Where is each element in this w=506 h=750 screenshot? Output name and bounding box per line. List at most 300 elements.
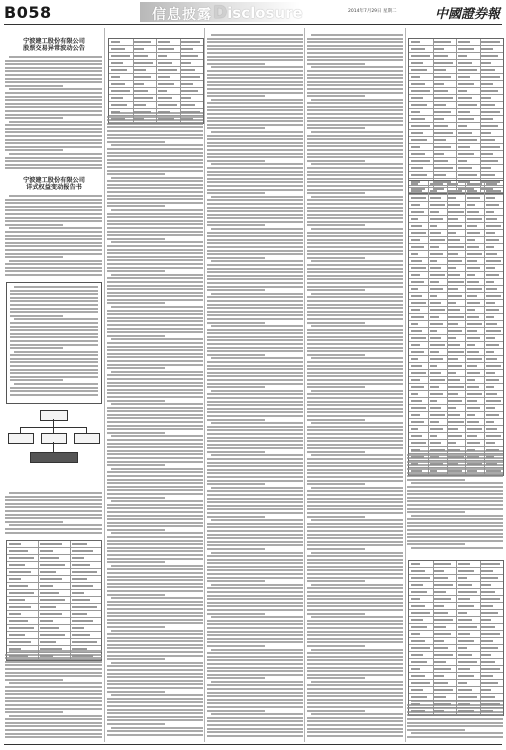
text-line [9,227,102,229]
text-line [111,597,203,599]
text-line [107,349,203,351]
text-line [5,722,102,724]
text-line [307,314,403,316]
text-line [5,263,102,265]
text-line [107,162,203,164]
table-cell-border [433,130,434,136]
table-cell-border [433,116,434,122]
table-row [7,639,101,646]
table-cell [458,55,467,57]
text-line [407,518,503,520]
text-line [107,479,203,481]
table-cell [448,351,463,353]
text-line [107,673,203,675]
table-row [409,158,503,165]
table-cell-border [433,659,434,665]
text-line [307,677,365,679]
text-line [14,318,98,320]
table-cell [181,90,197,92]
text-line [207,562,303,564]
table-cell [40,585,53,587]
table-cell-border [465,419,466,425]
table-cell [467,183,482,185]
table-cell [458,647,467,649]
text-line [211,584,303,586]
table-cell [467,351,478,353]
table-cell [434,696,446,698]
table-row [409,589,503,596]
table-cell [134,97,153,99]
table-cell-border [433,46,434,52]
text-line [207,221,303,223]
table-cell-border [433,673,434,679]
table-cell-border [447,195,448,201]
table-cell-border [70,548,71,554]
table-cell [411,344,420,346]
table-cell-border [447,293,448,299]
text-line [5,499,102,501]
text-line [107,392,203,394]
table-cell-border [480,680,481,686]
text-line [107,608,203,610]
text-line [307,207,403,209]
table-cell-border [428,377,429,383]
table-row [409,237,503,244]
text-line [5,146,102,148]
table-cell [448,407,456,409]
text-line [107,590,203,592]
table-cell-border [456,39,457,45]
table-row [409,102,503,109]
table-cell [434,62,453,64]
table-cell [411,111,420,113]
table-cell [434,41,450,43]
table-row [409,321,503,328]
table-row [409,188,503,195]
text-line [10,322,98,324]
text-line [10,365,98,367]
table-cell-border [456,568,457,574]
text-line [207,609,303,611]
table-cell-border [456,610,457,616]
text-line [207,372,303,374]
text-line [107,655,203,657]
text-line [207,623,303,625]
table-cell-border [484,209,485,215]
text-line [207,365,303,367]
table-cell [111,90,130,92]
text-line [107,317,203,319]
table-cell [448,428,457,430]
table-cell [458,69,477,71]
table-row [409,631,503,638]
text-line [311,552,403,554]
table-cell [411,316,424,318]
text-line [307,268,403,270]
table-cell-border [465,356,466,362]
text-line [5,503,102,505]
text-line [307,199,403,201]
table-cell [467,337,480,339]
table-row [409,673,503,680]
text-line [207,656,303,658]
text-line [307,717,403,719]
text-line [207,419,265,421]
text-line [107,374,203,376]
text-line [5,164,102,166]
table-row [409,109,503,116]
table-cell-border [433,582,434,588]
text-line [107,310,203,312]
table-cell-border [133,53,134,59]
text-line [207,692,303,694]
text-line [107,594,165,596]
text-line [307,401,403,403]
table-cell-border [484,237,485,243]
text-line [311,584,403,586]
table-cell [411,407,426,409]
table-cell-border [484,363,485,369]
table-row [409,258,503,265]
text-line [207,127,265,129]
table-cell-border [484,188,485,194]
table-cell [181,48,193,50]
text-line [5,99,102,101]
table-cell-border [465,440,466,446]
text-line [207,171,303,173]
table-cell [430,295,438,297]
text-line [207,659,303,661]
table-cell-border [456,151,457,157]
text-line [9,88,102,90]
table-cell [411,626,427,628]
table-cell-border [447,265,448,271]
text-line [5,733,102,735]
text-line [5,60,102,62]
text-line [207,117,303,119]
table-cell [111,104,127,106]
table-cell-border [484,356,485,362]
text-line [107,583,203,585]
text-line [211,131,303,133]
table-cell-border [447,223,448,229]
text-line [107,507,203,509]
table-cell [430,267,441,269]
text-line [211,681,303,683]
text-line [407,461,503,463]
table-cell [458,48,474,50]
page-code: B058 [4,3,52,22]
text-line [5,124,102,126]
table-cell [134,62,153,64]
text-line [111,209,203,211]
table-cell-border [465,244,466,250]
text-line [211,293,303,295]
text-line [307,246,403,248]
text-line [107,676,203,678]
text-line [207,702,303,704]
text-line [307,437,403,439]
table-cell-border [484,181,485,187]
table-cell [9,585,28,587]
notice-title-subject: 股票交易异常波动公告 [23,45,85,53]
text-line [107,159,203,161]
text-line [311,163,403,165]
text-line [307,595,403,597]
table-cell-border [465,405,466,411]
text-line [207,217,303,219]
table-cell [481,167,490,169]
text-line [307,124,403,126]
table-row [409,328,503,335]
table-cell-border [484,440,485,446]
table-cell-border [433,652,434,658]
table-cell-border [484,328,485,334]
text-line [407,722,503,724]
table-cell [72,564,91,566]
table-cell-border [484,195,485,201]
text-line [10,308,98,310]
text-line [107,601,203,603]
table-cell [72,641,97,643]
table-cell [430,442,441,444]
text-line [107,385,203,387]
text-line [207,451,265,453]
text-line [107,457,203,459]
text-line [207,156,303,158]
table-cell [181,83,193,85]
table-cell-border [433,561,434,567]
table-cell [72,613,88,615]
text-line [5,117,63,119]
text-line [307,45,403,47]
text-line [207,253,303,255]
text-line [307,516,365,518]
table-cell [467,204,475,206]
text-line [107,716,203,718]
table-cell-border [433,39,434,45]
table-cell [458,83,474,85]
text-line [307,623,403,625]
table-row [409,130,503,137]
text-line [207,56,303,58]
table-cell [448,274,459,276]
table-cell [430,302,441,304]
table-row [109,74,203,81]
text-line [10,347,63,349]
text-line [307,408,403,410]
table-cell-border [156,95,157,101]
table-cell [72,543,88,545]
table-cell [40,599,65,601]
table-cell [134,90,148,92]
text-line [207,167,303,169]
text-line [111,435,203,437]
text-line [207,300,303,302]
table-cell-border [484,342,485,348]
table-row [409,74,503,81]
text-line [107,547,203,549]
table-cell [481,696,495,698]
table-cell-border [484,370,485,376]
table-cell [458,132,472,134]
text-line [307,282,403,284]
text-line [207,286,303,288]
text-line [107,173,165,175]
text-line [10,369,98,371]
table-cell [40,592,59,594]
table-cell [458,696,477,698]
table-cell [430,337,441,339]
table-cell [481,153,493,155]
table-cell-border [70,625,71,631]
table-cell [434,584,453,586]
text-line [107,205,165,207]
table-cell-border [447,433,448,439]
table-cell-border [38,611,39,617]
text-line [307,167,403,169]
text-line [107,367,165,369]
text-line [107,443,203,445]
text-line [307,332,403,334]
table-cell-border [456,617,457,623]
table-cell-border [480,116,481,122]
table-cell-border [447,391,448,397]
text-line [207,548,265,550]
table-row [7,569,101,576]
text-line [307,440,403,442]
table-cell-border [428,314,429,320]
text-line [107,558,203,560]
text-line [307,300,403,302]
table-cell [467,407,480,409]
text-line [207,92,303,94]
text-line [207,720,303,722]
text-line [307,638,403,640]
table-cell [467,239,475,241]
table-cell [434,132,453,134]
table-cell [458,640,474,642]
table-cell [486,232,495,234]
text-line [9,153,102,155]
table-cell [434,90,448,92]
table-row [409,603,503,610]
text-line [107,202,203,204]
table-cell [458,167,472,169]
text-line [207,684,303,686]
text-line [107,515,203,517]
text-line [10,372,98,374]
table-cell [486,337,495,339]
text-line [307,379,403,381]
table-cell-border [480,158,481,164]
box-text [10,286,98,397]
table-cell [486,400,501,402]
table-cell [434,160,448,162]
table-row [409,610,503,617]
table-cell [448,302,456,304]
text-line [207,124,303,126]
text-line [307,526,403,528]
text-line [307,631,403,633]
table-cell [411,647,430,649]
text-line [307,106,403,108]
article-body [307,34,403,738]
table-cell [467,288,482,290]
table-cell [430,351,439,353]
table-row [409,244,503,251]
text-line [14,286,98,288]
table-cell [181,55,197,57]
table-cell-border [433,589,434,595]
table-cell-border [156,60,157,66]
table-cell [458,633,470,635]
table-cell [486,260,501,262]
article-body [5,492,102,535]
table-cell-border [484,216,485,222]
diagram-edge [53,442,54,452]
table-cell-border [484,314,485,320]
table-cell [486,323,497,325]
text-line [307,541,403,543]
table-cell-border [484,391,485,397]
text-line [311,422,403,424]
table-row [409,265,503,272]
table-cell [434,69,446,71]
table-cell-border [433,88,434,94]
table-cell [486,211,494,213]
text-line [9,56,102,58]
table-cell [72,585,94,587]
table-cell [411,591,427,593]
text-line [107,342,203,344]
table-cell [448,442,456,444]
text-line [307,74,403,76]
table-cell-border [70,555,71,561]
text-line [307,620,403,622]
text-line [207,728,303,730]
table-cell-border [180,39,181,45]
table-cell [481,612,497,614]
table-cell-border [480,568,481,574]
text-line [307,286,403,288]
table-cell-border [428,237,429,243]
text-line [5,128,102,130]
table-cell-border [480,95,481,101]
table-cell [486,274,499,276]
table-cell [467,365,476,367]
text-line [107,446,203,448]
table-cell [9,543,22,545]
table-cell [486,358,497,360]
text-line [107,288,203,290]
text-line [10,387,98,389]
issue-info: 2014年7月29日 星期二 [348,9,397,14]
text-line [107,568,203,570]
text-line [407,457,503,459]
table-cell-border [456,74,457,80]
article-body [5,650,102,740]
text-line [307,537,403,539]
table-cell [40,543,62,545]
table-cell [411,139,427,141]
table-cell-border [180,74,181,80]
table-cell-border [484,335,485,341]
text-line [307,580,365,582]
text-line [207,573,303,575]
table-cell-border [456,123,457,129]
text-line [307,598,403,600]
